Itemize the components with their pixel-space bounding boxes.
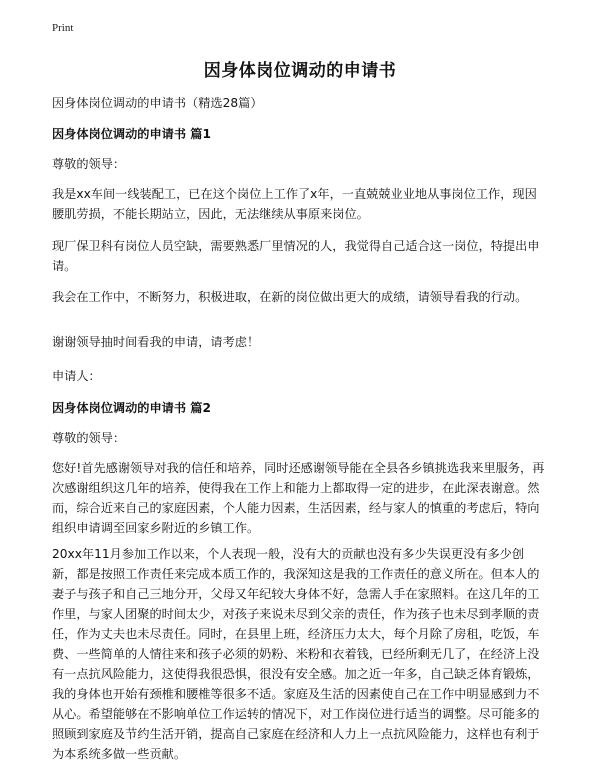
section-1-heading: 因身体岗位调动的申请书 篇1 [52, 127, 211, 141]
section-1-paragraph: 我是xx车间一线装配工，已在这个岗位上工作了x年，一直兢兢业业地从事岗位工作，现因腰肌劳损，不能长期站立，因此，无法继续从事原来岗位。 [52, 187, 537, 221]
section-2-heading: 因身体岗位调动的申请书 篇2 [52, 401, 211, 415]
applicant-label: 申请人： [52, 369, 101, 383]
section-1-paragraph: 现厂保卫科有岗位人员空缺，需要熟悉厂里情况的人，我觉得自己适合这一岗位，特提出申请。 [52, 239, 540, 273]
page-title: 因身体岗位调动的申请书 [203, 61, 397, 81]
section-1-paragraph: 谢谢领导抽时间看我的申请，请考虑！ [52, 335, 260, 349]
section-1-paragraph: 我会在工作中，不断努力，积极进取，在新的岗位做出更大的成绩，请领导看我的行动。 [52, 290, 528, 304]
section-1-salutation: 尊敬的领导： [52, 157, 126, 171]
print-link[interactable]: Print [52, 22, 74, 34]
section-2-salutation: 尊敬的领导： [52, 431, 126, 445]
section-2-paragraph: 20xx年11月参加工作以来，个人表现一般，没有大的贡献也没有多少失误更没有多少创新，都是按照工作责任来完成本质工作的，我深知这是我的工作责任的意义所在。但本人的妻子与孩子和自己三地分开，父母又年纪较大身体不好，急需人手在家照料。在这几年的工作里，与家人团聚的时间太少，对孩子来说未尽到父亲的责任，作为孩子也未尽到孝顺的责任，作为丈夫也未尽责任。同时，在县里上班，经济压力太大，每个月除了房租，吃饭，车费、一些简单的人情往来和孩子必须的奶粉、米粉和衣着钱，已经所剩无几了，在经济上没有一点抗风险能力，这使得我很恐惧，很没有安全感。加之近一年多，自己缺乏体育锻炼，我的身体也开始有颈椎和腰椎等很多不适。家庭及生活的因素使自己在工作中明显感到力不从心。希望能够在不影响单位工作运转的情况下，对工作岗位进行适当的调整。尽可能多的照顾到家庭及节约生活开销，提高自己家庭在经济和人力上一点抗风险能力，这样也有利于为本系统多做一些贡献。 [52, 547, 540, 761]
section-2-paragraph: 您好!首先感谢领导对我的信任和培养，同时还感谢领导能在全县各乡镇挑选我来里服务，再次感谢组织这几年的培养，使得我在工作上和能力上都取得一定的进步，在此深表谢意。然而，综合近来自己的家庭因素，个人能力因素，生活因素，经与家人的慎重的考虑后，特向组织申请调至回家乡附近的乡镇工作。 [52, 461, 545, 535]
subtitle: 因身体岗位调动的申请书（精选28篇） [52, 96, 263, 110]
